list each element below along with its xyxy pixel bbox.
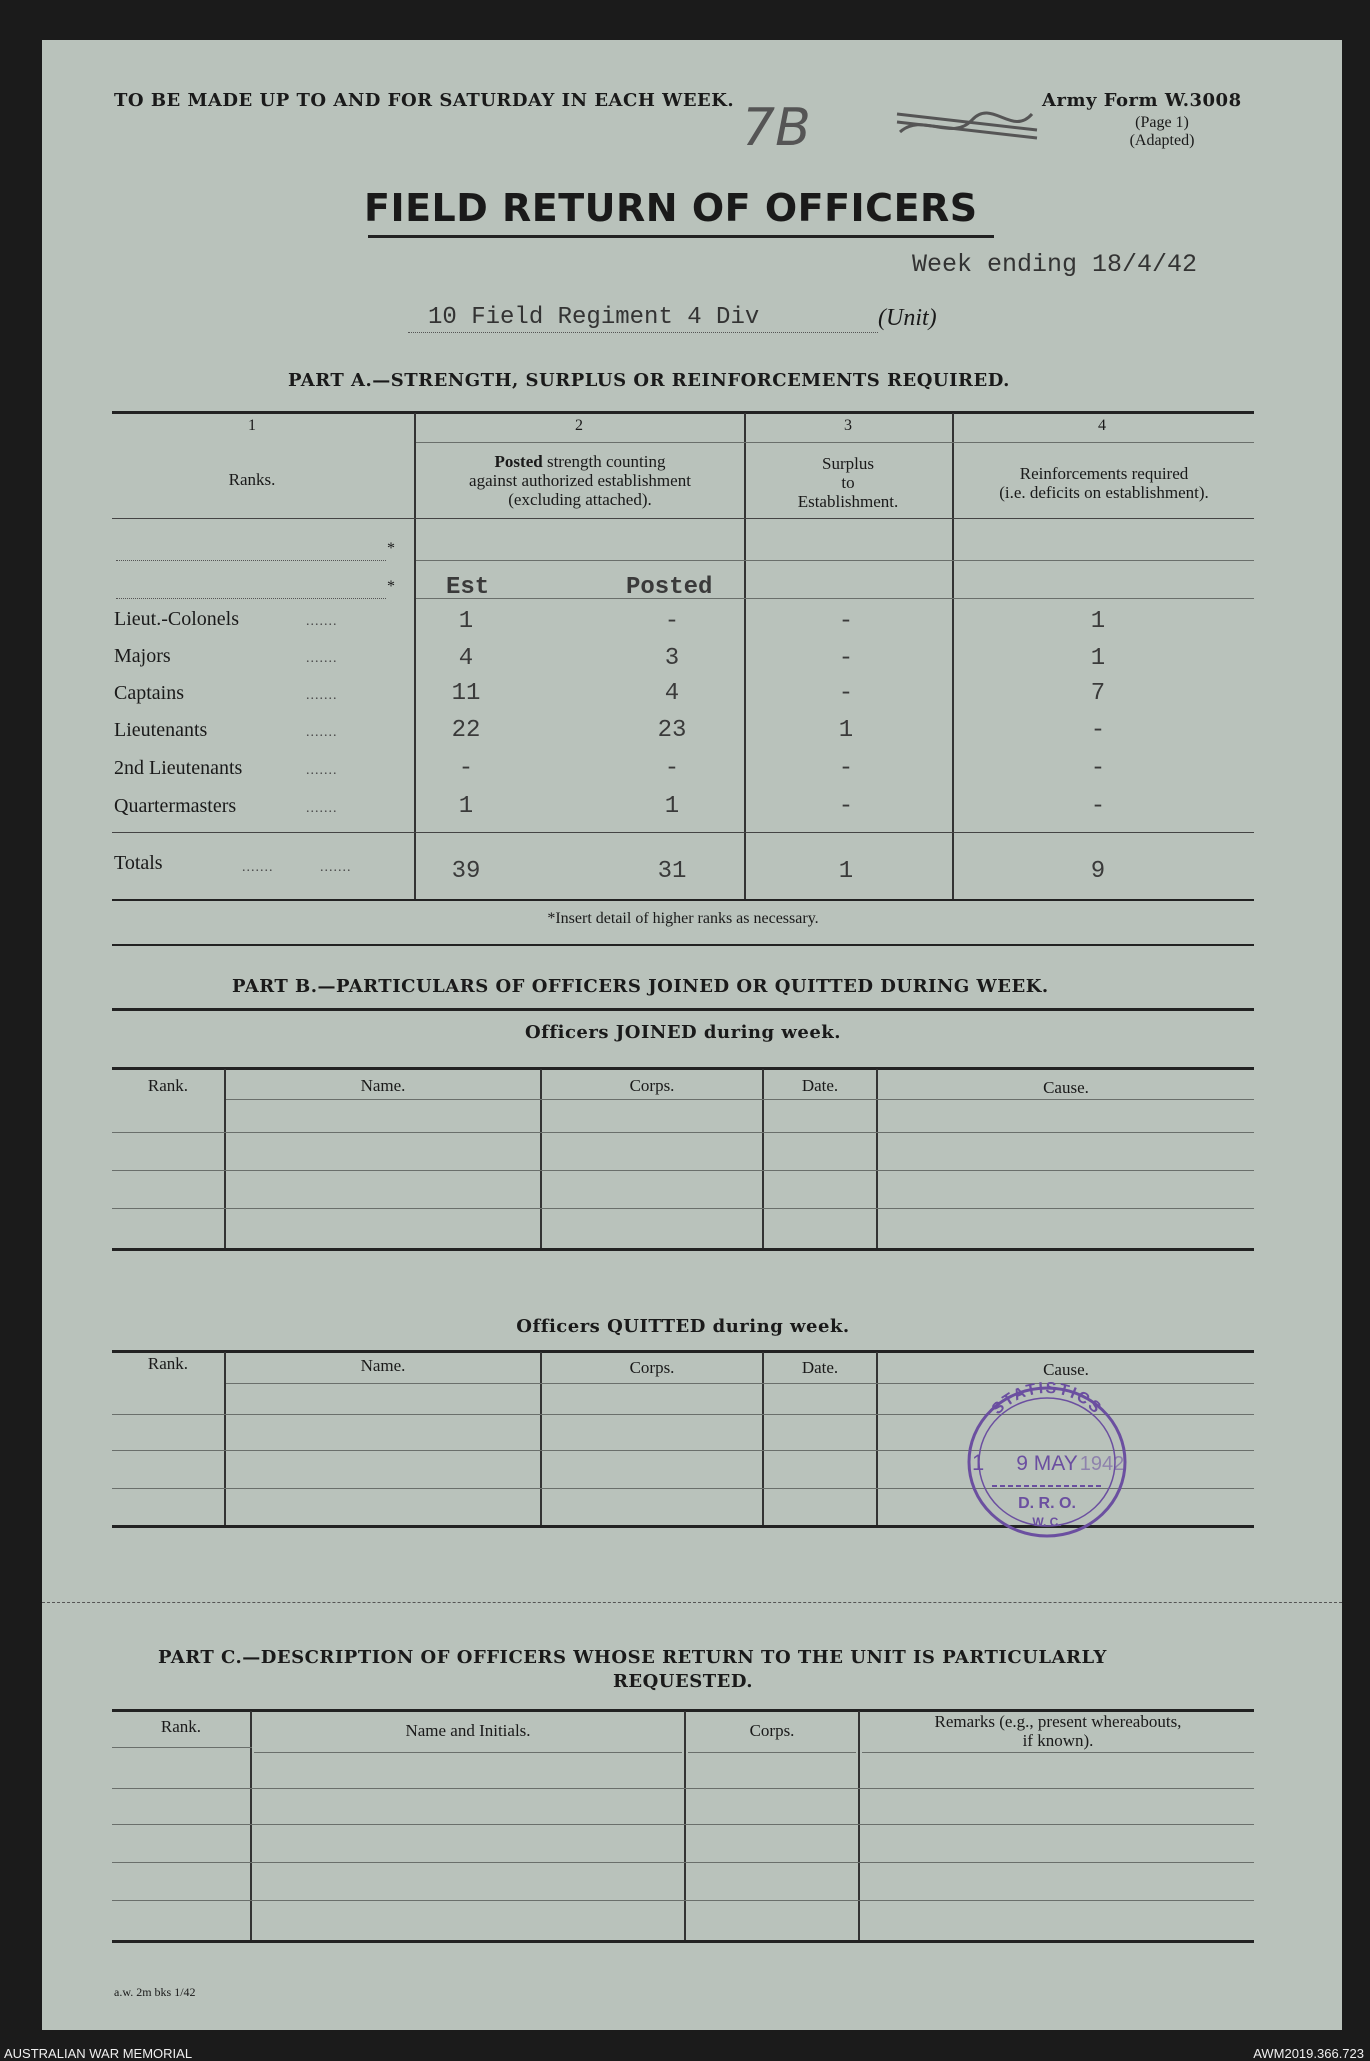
part-c-title-line1: PART C.—DESCRIPTION OF OFFICERS WHOSE RETURN TO THE UNIT IS PARTICULARLY: [158, 1647, 1107, 1668]
leader-dots: .......: [306, 688, 338, 703]
asterisk-1: *: [387, 540, 395, 557]
part-c-remarks-line2: if known).: [1022, 1731, 1094, 1750]
part-c-row-rule: [862, 1752, 1254, 1753]
posted-value: -: [664, 755, 680, 782]
quitted-col-divider: [762, 1352, 764, 1526]
est-value: 22: [451, 717, 481, 744]
est-value: 4: [458, 645, 474, 672]
quitted-col-cause: Cause.: [1043, 1360, 1089, 1379]
joined-row-rule: [112, 1170, 1254, 1171]
asterisk-row-2-line: [116, 598, 386, 599]
part-c-row-rule: [112, 1788, 1254, 1789]
joined-col-rank: Rank.: [147, 1076, 189, 1095]
asterisk-row-2-rule: [416, 598, 1254, 599]
quitted-col-divider: [224, 1352, 226, 1526]
part-a-title: PART A.—STRENGTH, SURPLUS OR REINFORCEMENTS REQUIRED.: [288, 370, 1010, 391]
week-ending: Week ending 18/4/42: [912, 250, 1198, 279]
col-number-3: 3: [844, 417, 852, 434]
leader-dots: .......: [306, 763, 338, 778]
header-instruction: TO BE MADE UP TO AND FOR SATURDAY IN EACH WEEK.: [114, 90, 735, 111]
form-adapted: (Adapted): [1129, 132, 1195, 149]
quitted-col-corps: Corps.: [629, 1358, 675, 1377]
posted-value: 23: [657, 717, 687, 744]
part-c-col-rank: Rank.: [160, 1717, 202, 1736]
joined-col-corps: Corps.: [629, 1076, 675, 1095]
part-c-row-rule: [112, 1747, 252, 1748]
posted-value: -: [664, 608, 680, 635]
quitted-title: Officers QUITTED during week.: [516, 1316, 850, 1337]
posted-value: 4: [664, 680, 680, 707]
joined-col-date: Date.: [801, 1076, 839, 1095]
est-value: 1: [458, 793, 474, 820]
stamp-top-text: STATISTICS: [988, 1379, 1106, 1419]
part-a-col-divider-3: [952, 413, 954, 899]
joined-col-name: Name.: [360, 1076, 406, 1095]
leader-dots: .......: [306, 614, 338, 629]
part-a-footnote: *Insert detail of higher ranks as necessary.: [547, 910, 819, 927]
unit-dotted-line: [408, 332, 878, 333]
quitted-col-date: Date.: [801, 1358, 839, 1377]
part-c-row-rule: [688, 1752, 856, 1753]
part-c-col-divider: [858, 1711, 860, 1941]
joined-col-divider: [762, 1069, 764, 1249]
rank-label: Captains: [114, 682, 184, 704]
unit-value: 10 Field Regiment 4 Div: [428, 304, 760, 331]
surplus-value: -: [838, 680, 854, 707]
rank-label: Lieutenants: [114, 719, 208, 741]
perforation-line: [42, 1602, 1342, 1603]
stamp-date-day: 1: [972, 1450, 985, 1475]
part-c-col-divider: [250, 1711, 252, 1941]
rank-label: Quartermasters: [114, 795, 237, 817]
posted-total: 31: [657, 858, 687, 885]
surplus-total: 1: [838, 858, 854, 885]
joined-title: Officers JOINED during week.: [524, 1022, 842, 1043]
reinf-value: -: [1090, 793, 1106, 820]
col-surplus-line2: to: [841, 473, 855, 492]
col-posted-line3: (excluding attached).: [508, 490, 652, 509]
reinf-value: -: [1090, 755, 1106, 782]
subheader-posted: Posted: [626, 574, 713, 601]
rank-label: 2nd Lieutenants: [114, 757, 243, 779]
part-c-row-rule: [112, 1900, 1254, 1901]
quitted-col-divider: [540, 1352, 542, 1526]
col-surplus-header: [748, 454, 948, 511]
title-underline: [368, 235, 994, 238]
surplus-value: -: [838, 608, 854, 635]
part-c-col-name: Name and Initials.: [405, 1721, 531, 1740]
col-surplus-line1: Surplus: [822, 454, 874, 473]
col-ranks-header: Ranks.: [228, 470, 276, 489]
posted-value: 3: [664, 645, 680, 672]
part-c-col-remarks: [862, 1712, 1254, 1750]
part-c-row-rule: [112, 1824, 1254, 1825]
joined-row-rule: [112, 1132, 1254, 1133]
reinf-value: 1: [1090, 608, 1106, 635]
part-c-col-corps: Corps.: [749, 1721, 795, 1740]
col-number-2: 2: [575, 417, 583, 434]
asterisk-row-1-rule: [416, 560, 1254, 561]
col-number-4: 4: [1098, 417, 1106, 434]
surplus-value: -: [838, 793, 854, 820]
est-value: 1: [458, 608, 474, 635]
form-paper: [42, 40, 1342, 2030]
col-posted-header: [422, 452, 738, 509]
joined-col-divider: [224, 1069, 226, 1249]
posted-value: 1: [664, 793, 680, 820]
posted-bold-word: Posted: [494, 452, 543, 471]
part-c-title-line2: REQUESTED.: [612, 1671, 754, 1692]
stamp-year: 1942: [1079, 1453, 1125, 1475]
asterisk-2: *: [387, 578, 395, 595]
joined-row-rule: [112, 1208, 1254, 1209]
quitted-col-name: Name.: [360, 1356, 406, 1375]
part-c-remarks-line1: Remarks (e.g., present whereabouts,: [934, 1712, 1182, 1731]
part-a-col-divider-1: [414, 413, 416, 899]
col-surplus-line3: Establishment.: [797, 492, 899, 511]
page-title: FIELD RETURN OF OFFICERS: [364, 186, 978, 230]
stamp-date: 9 MAY: [1016, 1452, 1078, 1475]
quitted-col-rank: Rank.: [147, 1354, 189, 1373]
col-posted-line1: strength counting: [546, 452, 666, 471]
asterisk-row-1-line: [116, 560, 386, 561]
stamp-sub: W. C.: [1032, 1515, 1062, 1529]
reinf-value: 1: [1090, 645, 1106, 672]
print-code: a.w. 2m bks 1/42: [114, 1985, 196, 1999]
joined-col-cause: Cause.: [1043, 1078, 1089, 1097]
joined-row-rule: [226, 1099, 1254, 1100]
leader-dots: .......: [320, 860, 352, 875]
part-b-title: PART B.—PARTICULARS OF OFFICERS JOINED OR QUITTED DURING WEEK.: [232, 976, 1049, 997]
part-a-col-divider-2: [744, 413, 746, 899]
form-page: (Page 1): [1135, 114, 1189, 131]
reinf-value: -: [1090, 717, 1106, 744]
leader-dots: .......: [306, 651, 338, 666]
leader-dots: .......: [242, 860, 274, 875]
surplus-value: -: [838, 645, 854, 672]
reinf-total: 9: [1090, 858, 1106, 885]
unit-label: (Unit): [878, 305, 937, 331]
joined-col-divider: [540, 1069, 542, 1249]
col-reinf-line1: Reinforcements required: [1019, 464, 1189, 483]
caption-left: AUSTRALIAN WAR MEMORIAL: [4, 2046, 193, 2061]
part-a-footnote-rule: [112, 944, 1254, 946]
caption-right: AWM2019.366.723: [1253, 2046, 1364, 2061]
est-total: 39: [451, 858, 481, 885]
col-number-1: 1: [248, 417, 256, 434]
handwritten-mark: 7B: [742, 98, 811, 158]
col-posted-line2: against authorized establishment: [469, 471, 691, 490]
part-c-row-rule: [254, 1752, 682, 1753]
joined-top-rule: [112, 1067, 1254, 1070]
statistics-stamp: [952, 1370, 1142, 1550]
est-value: 11: [451, 680, 481, 707]
part-c-col-divider: [684, 1711, 686, 1941]
leader-dots: .......: [306, 801, 338, 816]
est-value: -: [458, 755, 474, 782]
stamp-office: D. R. O.: [1018, 1495, 1076, 1512]
reinf-value: 7: [1090, 680, 1106, 707]
part-c-bottom-rule: [112, 1940, 1254, 1943]
part-a-totals-rule: [112, 832, 1254, 833]
col-reinf-line2: (i.e. deficits on establishment).: [999, 483, 1209, 502]
quitted-top-rule: [112, 1350, 1254, 1353]
part-c-row-rule: [112, 1862, 1254, 1863]
joined-bottom-rule: [112, 1248, 1254, 1251]
rank-label: Lieut.-Colonels: [114, 608, 239, 630]
crossed-out-mark: [892, 92, 1042, 152]
part-a-top-rule: [112, 411, 1254, 414]
part-a-number-rule: [416, 442, 1254, 443]
subheader-est: Est: [446, 574, 490, 601]
col-reinf-header: [956, 464, 1252, 502]
totals-label: Totals: [114, 852, 163, 874]
form-id: Army Form W.3008: [1042, 90, 1242, 111]
rank-label: Majors: [114, 645, 171, 667]
part-a-bottom-rule: [112, 899, 1254, 901]
part-b-top-rule: [112, 1008, 1254, 1011]
surplus-value: -: [838, 755, 854, 782]
part-a-header-rule: [112, 518, 1254, 519]
leader-dots: .......: [306, 725, 338, 740]
surplus-value: 1: [838, 717, 854, 744]
